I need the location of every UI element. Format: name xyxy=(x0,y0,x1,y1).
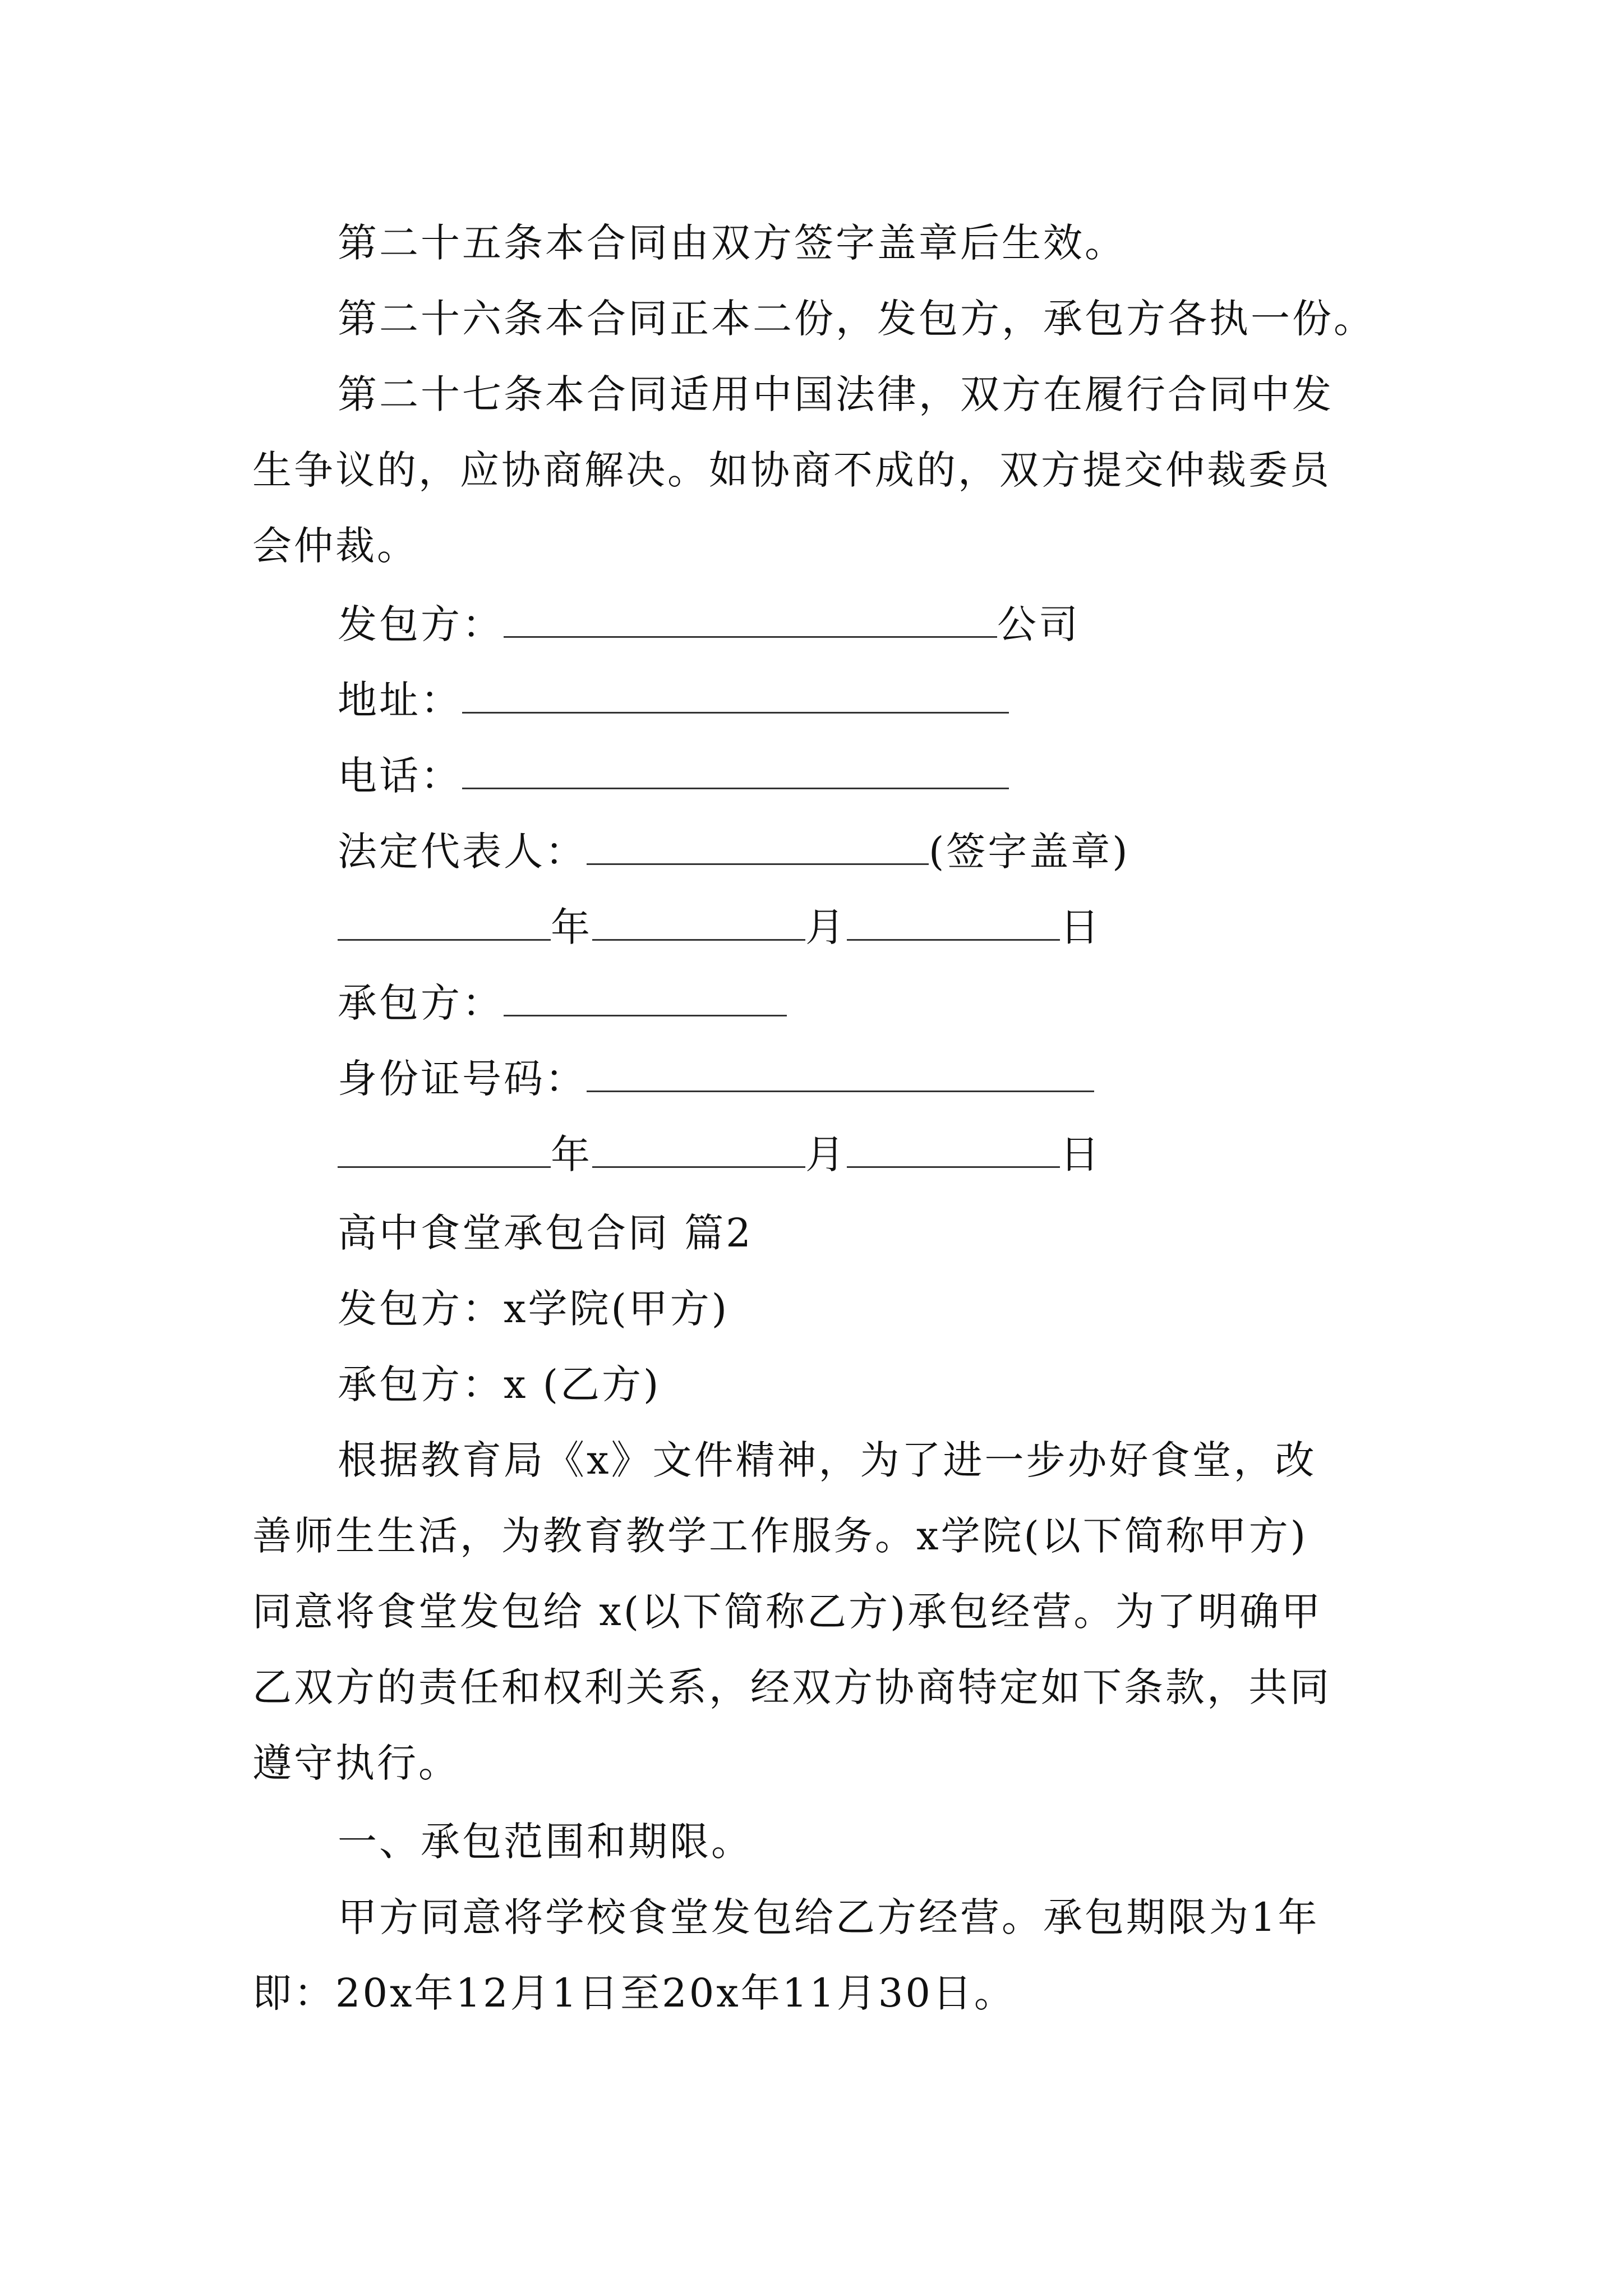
id-number-label: 身份证号码： xyxy=(338,1056,587,1102)
phone-row xyxy=(338,749,1476,803)
heading-scope-and-term: 一、承包范围和期限。 xyxy=(338,1819,753,1865)
term-line-2: 即：20x年12月1日至20x年11月30日。 xyxy=(252,1970,1016,2016)
month-blank[interactable] xyxy=(592,1133,805,1168)
employer-suffix: 公司 xyxy=(997,601,1080,647)
section-2-contractor: 承包方：x (乙方) xyxy=(338,1361,661,1407)
month-label: 月 xyxy=(805,1131,847,1177)
address-blank[interactable] xyxy=(462,678,1009,714)
contractor-signature-row xyxy=(338,976,1476,1030)
phone-label: 电话： xyxy=(338,753,462,799)
date-row-2 xyxy=(338,1128,1476,1181)
legal-rep-blank[interactable] xyxy=(587,830,929,865)
day-label: 日 xyxy=(1060,904,1101,950)
day-label: 日 xyxy=(1060,1131,1101,1177)
employer-signature-row xyxy=(338,597,1476,651)
legal-rep-suffix: (签字盖章) xyxy=(929,829,1130,875)
employer-name-blank[interactable] xyxy=(504,602,997,638)
legal-rep-label: 法定代表人： xyxy=(338,829,587,875)
id-number-row xyxy=(338,1052,1476,1106)
year-blank[interactable] xyxy=(338,905,551,941)
article-25: 第二十五条本合同由双方签字盖章后生效。 xyxy=(338,220,1126,266)
day-blank[interactable] xyxy=(847,1133,1060,1168)
intro-line-4: 乙双方的责任和权利关系，经双方协商特定如下条款，共同 xyxy=(252,1664,1331,1710)
phone-blank[interactable] xyxy=(462,754,1009,789)
article-27-line-1: 第二十七条本合同适用中国法律，双方在履行合同中发 xyxy=(338,371,1334,417)
term-line-1: 甲方同意将学校食堂发包给乙方经营。承包期限为1年 xyxy=(338,1894,1320,1940)
article-26: 第二十六条本合同正本二份，发包方，承包方各执一份。 xyxy=(338,296,1375,342)
article-27-line-3: 会仲裁。 xyxy=(252,523,418,569)
intro-line-5: 遵守执行。 xyxy=(252,1740,460,1786)
employer-label: 发包方： xyxy=(338,601,504,647)
section-2-title: 高中食堂承包合同 篇2 xyxy=(338,1210,753,1256)
year-blank[interactable] xyxy=(338,1133,551,1168)
intro-line-2: 善师生生活，为教育教学工作服务。x学院(以下简称甲方) xyxy=(252,1513,1308,1559)
contractor-name-blank[interactable] xyxy=(504,981,787,1016)
month-label: 月 xyxy=(805,904,847,950)
id-number-blank[interactable] xyxy=(587,1057,1094,1092)
year-label: 年 xyxy=(551,1131,592,1177)
article-27-line-2: 生争议的，应协商解决。如协商不成的，双方提交仲裁委员 xyxy=(252,447,1331,493)
day-blank[interactable] xyxy=(847,905,1060,941)
section-2-employer: 发包方：x学院(甲方) xyxy=(338,1286,730,1332)
legal-rep-row xyxy=(338,825,1476,878)
year-label: 年 xyxy=(551,904,592,950)
intro-line-3: 同意将食堂发包给 x(以下简称乙方)承包经营。为了明确甲 xyxy=(252,1589,1323,1635)
address-label: 地址： xyxy=(338,677,462,723)
address-row xyxy=(338,673,1476,727)
contractor-label: 承包方： xyxy=(338,980,504,1026)
month-blank[interactable] xyxy=(592,905,805,941)
intro-line-1: 根据教育局《x》文件精神，为了进一步办好食堂，改 xyxy=(338,1437,1317,1483)
date-row-1 xyxy=(338,900,1476,954)
